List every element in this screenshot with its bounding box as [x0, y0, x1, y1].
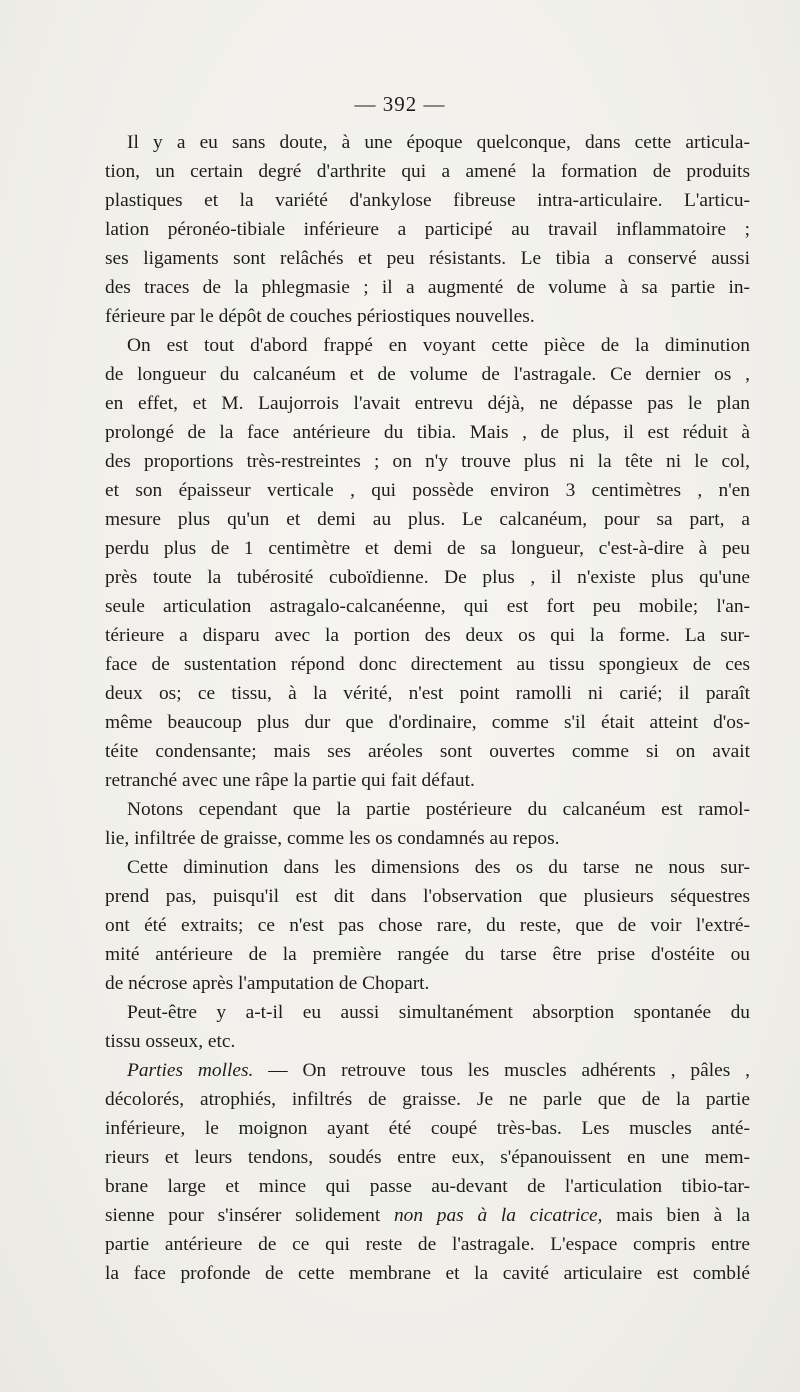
text-line: Cette diminution dans les dimensions des os du tarse ne nous sur- [127, 857, 750, 878]
text-line: de nécrose après l'amputation de Chopart. [105, 973, 430, 994]
text-line: seule articulation astragalo-calcanéenne, qui est fort peu mobile; l'an- [105, 596, 750, 617]
text-line: la face profonde de cette membrane et la cavité articulaire est comblé [105, 1263, 750, 1284]
text-line: ses ligaments sont relâchés et peu résistants. Le tibia a conservé aussi [105, 248, 750, 269]
text-line: décolorés, atrophiés, infiltrés de graisse. Je ne parle que de la partie [105, 1089, 750, 1110]
text-line: en effet, et M. Laujorrois l'avait entrevu déjà, ne dépasse pas le plan [105, 393, 750, 414]
text-line: prolongé de la face antérieure du tibia. Mais , de plus, il est réduit à [105, 422, 750, 443]
text-line: téite condensante; mais ses aréoles sont ouvertes comme si on avait [105, 741, 750, 762]
text-line: des traces de la phlegmasie ; il a augmenté de volume à sa partie in- [105, 277, 750, 298]
text-line: inférieure, le moignon ayant été coupé très-bas. Les muscles anté- [105, 1118, 750, 1139]
text-fragment: mais bien à la [602, 1205, 750, 1226]
text-line: rieurs et leurs tendons, soudés entre eux, s'épanouissent en une mem- [105, 1147, 750, 1168]
text-line: ont été extraits; ce n'est pas chose rare, du reste, que de voir l'extré- [105, 915, 750, 936]
text-line: perdu plus de 1 centimètre et demi de sa longueur, c'est-à-dire à peu [105, 538, 750, 559]
text-line: tion, un certain degré d'arthrite qui a amené la formation de produits [105, 161, 750, 182]
text-line: partie antérieure de ce qui reste de l'astragale. L'espace compris entre [105, 1234, 750, 1255]
text-line: lation péronéo-tibiale inférieure a participé au travail inflammatoire ; [105, 219, 750, 240]
text-line: des proportions très-restreintes ; on n'y trouve plus ni la tête ni le col, [105, 451, 750, 472]
italic-phrase: non pas à la cicatrice, [393, 1205, 603, 1226]
text-line: deux os; ce tissu, à la vérité, n'est point ramolli ni carié; il paraît [105, 683, 750, 704]
text-line: tissu osseux, etc. [105, 1031, 236, 1052]
text-line: de longueur du calcanéum et de volume de l'astragale. Ce dernier os , [105, 364, 750, 385]
text-line: lie, infiltrée de graisse, comme les os condamnés au repos. [105, 828, 560, 849]
text-line: mesure plus qu'un et demi au plus. Le calcanéum, pour sa part, a [105, 509, 750, 530]
text-line: férieure par le dépôt de couches périostiques nouvelles. [105, 306, 535, 327]
text-line: mité antérieure de la première rangée du tarse être prise d'ostéite ou [105, 944, 750, 965]
text-line: retranché avec une râpe la partie qui fait défaut. [105, 770, 475, 791]
text-line: et son épaisseur verticale , qui possède environ 3 centimètres , n'en [105, 480, 750, 501]
text-line: même beaucoup plus dur que d'ordinaire, comme s'il était atteint d'os- [105, 712, 750, 733]
text-line: térieure a disparu avec la portion des deux os qui la forme. La sur- [105, 625, 750, 646]
text-line: face de sustentation répond donc directement au tissu spongieux de ces [105, 654, 750, 675]
page-number: — 392 — [354, 92, 446, 116]
body-text [105, 128, 750, 1288]
text-line: Notons cependant que la partie postérieure du calcanéum est ramol- [127, 799, 750, 820]
text-line-parties [105, 1056, 750, 1085]
text-line: Peut-être y a-t-il eu aussi simultanément absorption spontanée du [127, 1002, 750, 1023]
text-line: Il y a eu sans doute, à une époque quelconque, dans cette articula- [127, 132, 750, 153]
text-line-italic [105, 1201, 750, 1230]
text-line: plastiques et la variété d'ankylose fibreuse intra-articulaire. L'articu- [105, 190, 750, 211]
section-heading-parties-molles: Parties molles. [127, 1060, 254, 1081]
text-fragment: — On retrouve tous les muscles adhérents , pâles , [253, 1060, 750, 1081]
text-fragment: sienne pour s'insérer solidement [105, 1205, 394, 1226]
text-line: On est tout d'abord frappé en voyant cette pièce de la diminution [127, 335, 750, 356]
text-line: prend pas, puisqu'il est dit dans l'observation que plusieurs séquestres [105, 886, 750, 907]
text-line: près toute la tubérosité cuboïdienne. De plus , il n'existe plus qu'une [105, 567, 750, 588]
text-line: brane large et mince qui passe au-devant de l'articulation tibio-tar- [105, 1176, 750, 1197]
